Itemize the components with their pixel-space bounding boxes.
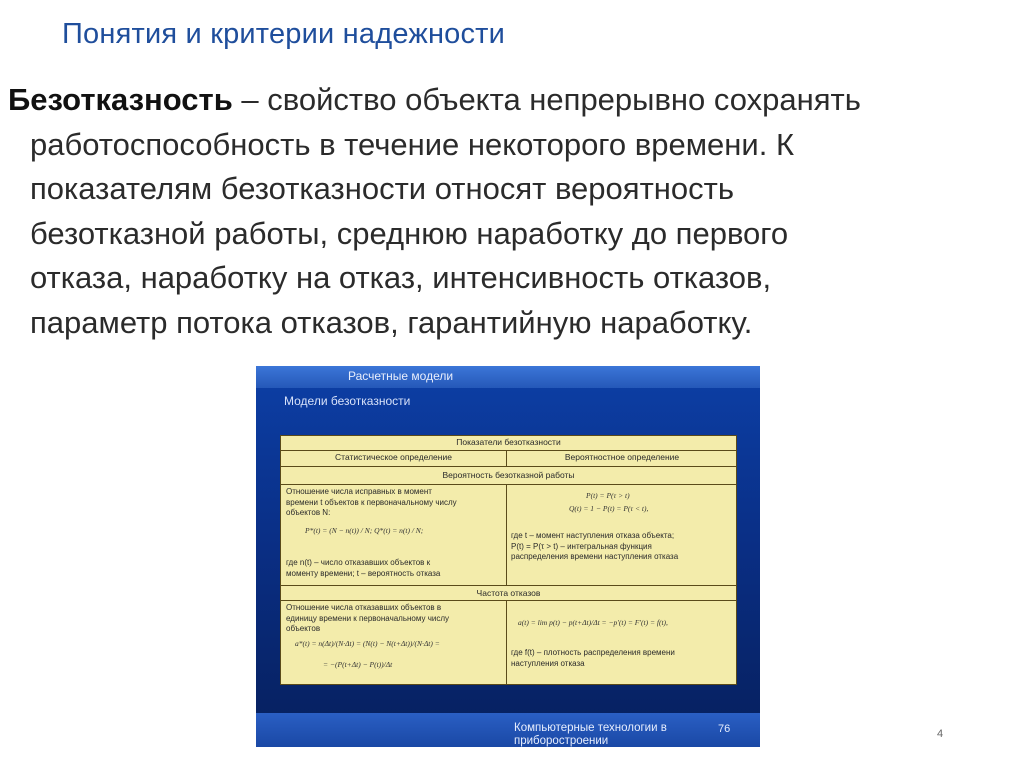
table-col-left-header: Статистическое определение xyxy=(335,452,452,462)
definition-line-4: безотказной работы, среднюю наработку до первого xyxy=(30,215,789,251)
s2-left-formula-1: a*(t) = n(Δt)/(N·Δt) = (N(t) − N(t+Δt))/(N·Δt) = xyxy=(295,639,440,648)
s2-left-text: Отношение числа отказавших объектов в единицу времени к первоначальному числу объектов xyxy=(286,603,449,634)
s1-right-note: где t – момент наступления отказа объекта; P(t) = P(τ > t) – интегральная функция распределения времени наступления отказа xyxy=(511,531,679,562)
embedded-slide-header-bar xyxy=(256,366,760,388)
table-section-probability: Вероятность безотказной работы xyxy=(442,470,575,480)
embedded-slide-footer xyxy=(256,713,760,747)
table-caption: Показатели безотказности xyxy=(456,437,561,447)
table-col-right-header: Вероятностное определение xyxy=(564,452,680,462)
slide-title: Понятия и критерии надежности xyxy=(62,18,506,50)
definition-line-3: показателям безотказности относят вероятность xyxy=(30,171,734,206)
s1-left-text: Отношение числа исправных в момент времени t объектов к первоначальному числу объектов N: xyxy=(286,487,457,518)
page-number: 4 xyxy=(937,728,944,740)
s1-right-formula-2: Q(t) = 1 − P(t) = P(τ < t), xyxy=(569,504,649,513)
embedded-slide-header: Расчетные модели xyxy=(348,369,454,383)
s2-right-note: где f(t) – плотность распределения времени наступления отказа xyxy=(511,648,675,668)
definition-line-6: параметр потока отказов, гарантийную наработку. xyxy=(30,304,753,340)
table-section-failure-rate: Частота отказов xyxy=(476,588,541,598)
s2-left-formula-2: = −(P(t+Δt) − P(t))/Δt xyxy=(323,660,393,669)
s1-right-formula-1: P(t) = P(τ > t) xyxy=(586,491,630,500)
definition-line-2: работоспособность в течение некоторого времени. К xyxy=(30,126,795,162)
definition-line-5: отказа, наработку на отказ, интенсивность отказов, xyxy=(30,260,772,295)
embedded-slide-image xyxy=(256,366,760,747)
embedded-slide-subtitle: Модели безотказности xyxy=(284,394,411,408)
s1-left-note: где n(t) – число отказавших объектов к моменту времени; t – вероятность отказа xyxy=(286,558,441,578)
definition-line-1: Безотказность – свойство объекта непрерывно сохранять xyxy=(8,82,861,117)
definition-term: Безотказность xyxy=(8,82,233,117)
reliability-table xyxy=(280,435,737,685)
s1-left-formula: P*(t) = (N − n(t)) / N; Q*(t) = n(t) / N; xyxy=(305,526,424,535)
embedded-footer-number: 76 xyxy=(718,723,731,735)
definition-text xyxy=(8,78,1008,345)
s2-right-formula: a(t) = lim p(t) − p(t+Δt)/Δt = −p'(t) = F'(t) = f(t), xyxy=(518,618,668,627)
embedded-footer-text: Компьютерные технологии в приборостроении xyxy=(514,722,667,747)
